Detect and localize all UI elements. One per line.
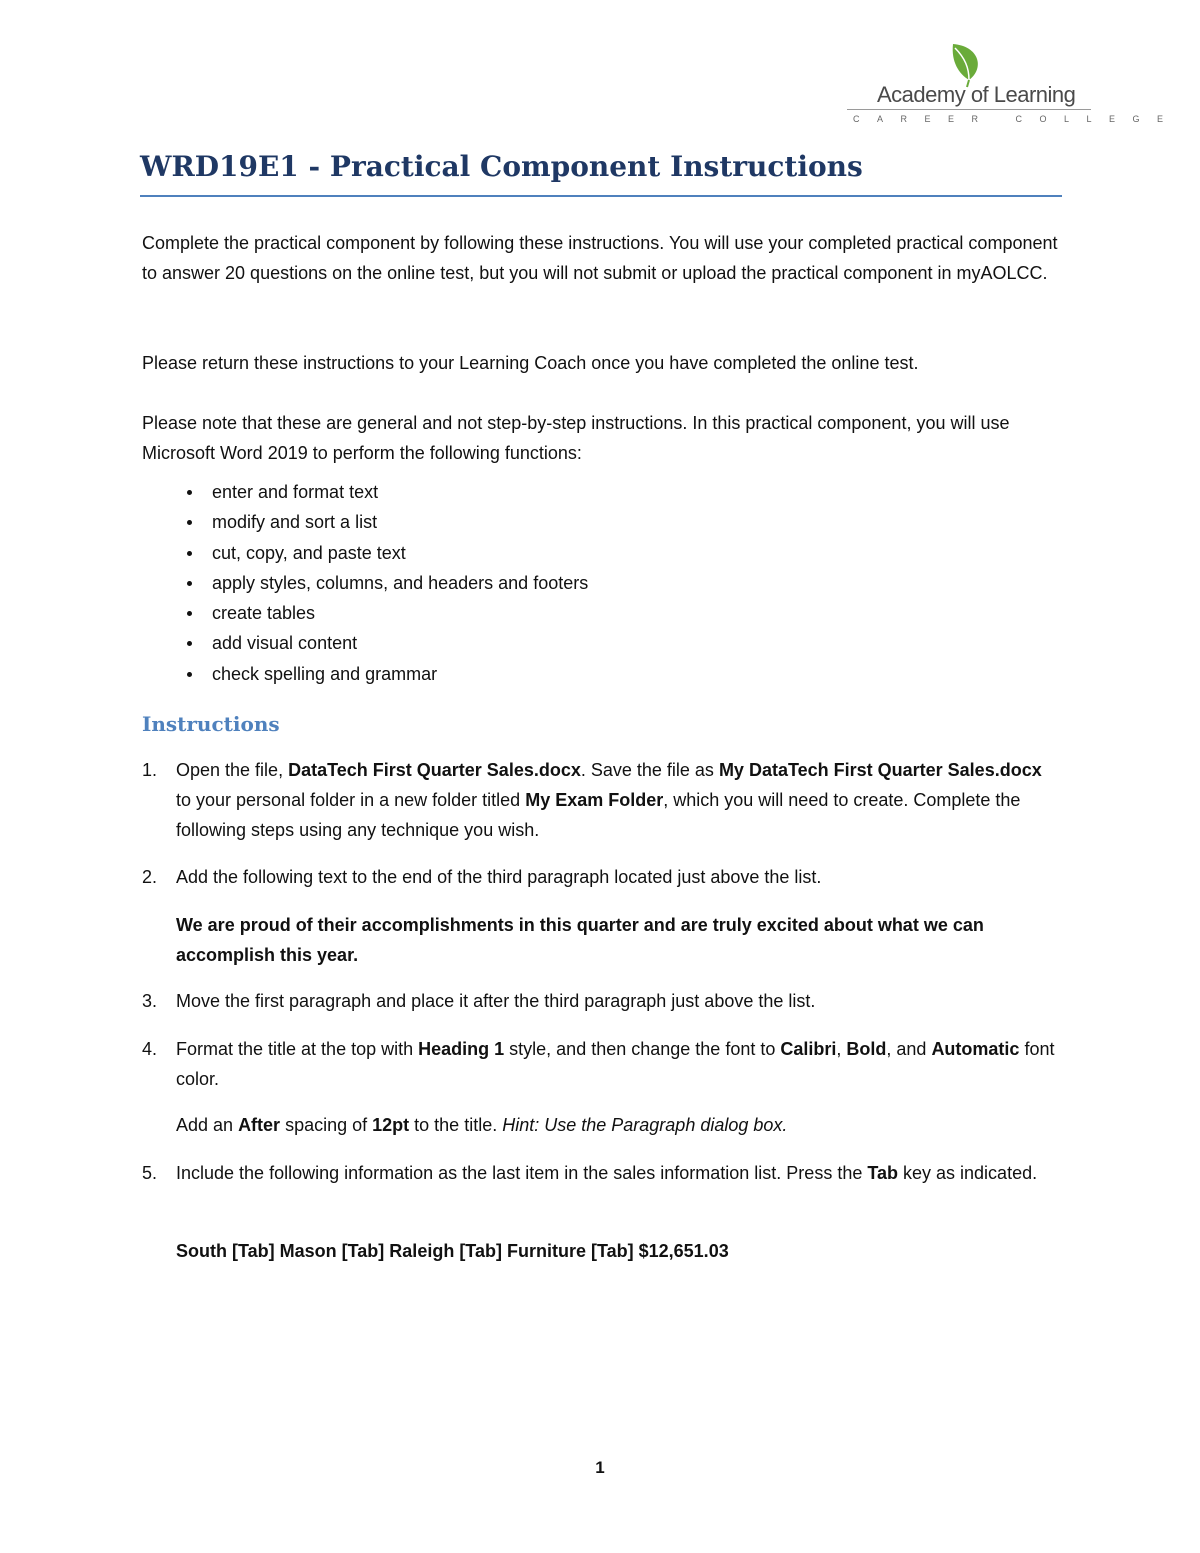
step-2-number: 2. — [142, 867, 158, 887]
step-5-number: 5. — [142, 1163, 158, 1183]
step-5-key-name: Tab — [867, 1163, 899, 1183]
bullet-icon — [187, 551, 192, 556]
intro-paragraph-2: Please return these instructions to your Learning Coach once you have completed the online test. — [142, 353, 919, 373]
list-item — [142, 659, 588, 689]
list-item — [142, 477, 588, 507]
step-2-bold-text: We are proud of their accomplishments in this quarter and are truly excited about what we can accomplish this year. — [176, 915, 984, 965]
step-4-text-part: , — [836, 1039, 847, 1059]
step-4-note-part: to the title. — [409, 1115, 503, 1135]
step-4-font-name: Calibri — [780, 1039, 837, 1059]
step-4-style-name: Heading 1 — [418, 1039, 505, 1059]
list-item-text: modify and sort a list — [212, 512, 378, 533]
step-4-text-part: Format the title at the top with — [176, 1039, 419, 1059]
list-item — [142, 598, 588, 628]
step-4-note-part: Add an — [176, 1115, 239, 1135]
step-5-text-part: key as indicated. — [898, 1163, 1038, 1183]
instructions-heading: Instructions — [142, 712, 280, 736]
step-4-text-part: style, and then change the font to — [504, 1039, 781, 1059]
step-3-number: 3. — [142, 991, 158, 1011]
step-4-font-style: Bold — [846, 1039, 887, 1059]
logo-subtitle: CAREER COLLEGE — [853, 114, 1181, 124]
step-4-spacing-type: After — [238, 1115, 281, 1135]
page-number: 1 — [595, 1458, 605, 1477]
step-4-text-part: font color. — [176, 1039, 1055, 1089]
list-item — [142, 568, 588, 598]
step-2-text: Add the following text to the end of the third paragraph located just above the list. — [176, 867, 822, 887]
list-item-text: cut, copy, and paste text — [212, 542, 406, 563]
page-title: WRD19E1 - Practical Component Instructions — [140, 150, 863, 183]
step-5-text — [176, 1158, 1056, 1188]
list-item-text: add visual content — [212, 633, 358, 654]
logo-divider — [847, 109, 1091, 110]
step-4-note — [176, 1110, 1056, 1140]
list-item-text: enter and format text — [212, 482, 379, 502]
step-4-number: 4. — [142, 1039, 158, 1059]
list-item-text: check spelling and grammar — [212, 663, 438, 684]
step-4-spacing-value: 12pt — [372, 1115, 410, 1135]
step-5-text-part: Include the following information as the last item in the sales information list. Press the — [176, 1163, 868, 1183]
bullet-icon — [187, 641, 192, 646]
intro-paragraph-1: Complete the practical component by following these instructions. You will use your completed practical component to answer 20 questions on the online test, but you will not submit or upload the practical component in myAOLCC. — [142, 233, 1058, 283]
step-4-hint: Hint: Use the Paragraph dialog box. — [502, 1115, 788, 1135]
list-item-text: create tables — [212, 603, 316, 624]
step-1-folder-name: My Exam Folder — [525, 790, 664, 810]
step-1-text — [176, 755, 1056, 845]
step-1-text-part: to your personal folder in a new folder titled — [176, 790, 526, 810]
step-1-text-part: , which you will need to create. Complete the following steps using any technique you wish. — [176, 790, 1021, 840]
logo-name: Academy of Learning — [877, 82, 1076, 107]
bullet-icon — [187, 490, 192, 495]
list-item — [142, 507, 588, 537]
intro-paragraph-3: Please note that these are general and not step-by-step instructions. In this practical component, you will use Microsoft Word 2019 to perform the following functions: — [142, 413, 1010, 463]
step-1-text-part: . Save the file as — [580, 760, 719, 780]
bullet-icon — [187, 581, 192, 586]
step-3-text: Move the first paragraph and place it after the third paragraph just above the list. — [176, 991, 816, 1011]
company-logo — [845, 40, 1181, 130]
list-item-text: apply styles, columns, and headers and footers — [212, 572, 589, 593]
bullet-icon — [187, 672, 192, 677]
bullet-icon — [187, 520, 192, 525]
list-item — [142, 538, 588, 568]
list-item — [142, 628, 588, 658]
step-4-text — [176, 1034, 1056, 1094]
step-4-text-part: , and — [886, 1039, 932, 1059]
functions-list — [142, 477, 588, 689]
step-1-filename: DataTech First Quarter Sales.docx — [288, 760, 581, 780]
bullet-icon — [187, 611, 192, 616]
step-5-bold-text: South [Tab] Mason [Tab] Raleigh [Tab] Furniture [Tab] $12,651.03 — [176, 1241, 729, 1261]
leaf-icon — [945, 40, 985, 88]
step-4-font-color: Automatic — [931, 1039, 1020, 1059]
step-1-text-part: Open the file, — [176, 760, 289, 780]
step-4-note-part: spacing of — [280, 1115, 373, 1135]
step-1-number: 1. — [142, 760, 158, 780]
title-underline — [140, 195, 1062, 197]
step-1-new-filename: My DataTech First Quarter Sales.docx — [718, 760, 1042, 780]
